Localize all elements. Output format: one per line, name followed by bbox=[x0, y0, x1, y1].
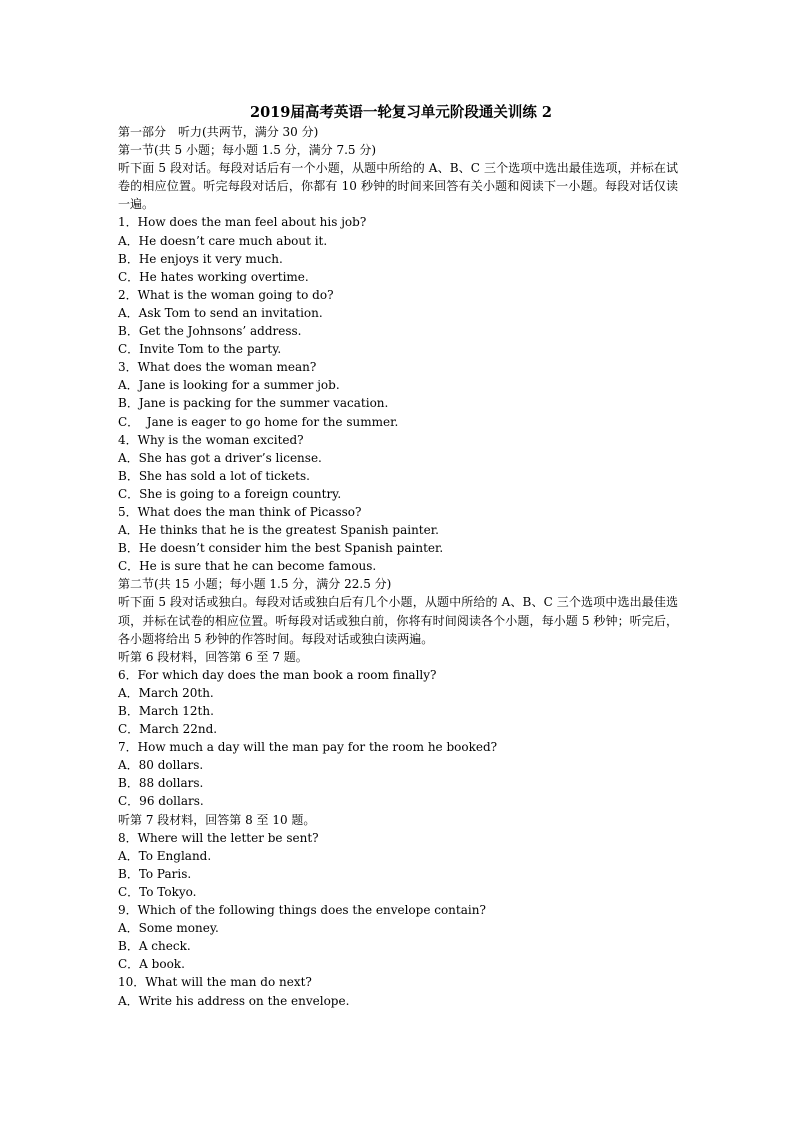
q4-option-c: C．She is going to a foreign country. bbox=[118, 486, 342, 501]
q8-option-c: C．To Tokyo. bbox=[118, 884, 197, 899]
question-8: 8．Where will the letter be sent? bbox=[118, 830, 319, 845]
part-heading-detail: 听力(共两节，满分 30 分) bbox=[178, 125, 319, 139]
question-9: 9．Which of the following things does the envelope contain? bbox=[118, 903, 486, 918]
passage-7-intro: 听第 7 段材料，回答第 8 至 10 题。 bbox=[118, 812, 316, 827]
q1-option-b: B．He enjoys it very much. bbox=[118, 251, 283, 266]
q6-option-b: B．March 12th. bbox=[118, 704, 214, 718]
q9-option-b: B．A check. bbox=[118, 939, 191, 954]
question-4: 4．Why is the woman excited? bbox=[118, 432, 304, 447]
q1-option-a: A．He doesn’t care much about it. bbox=[118, 233, 328, 248]
page-title: 2019届高考英语一轮复习单元阶段通关训练 2 bbox=[250, 104, 552, 121]
passage-6-intro: 听第 6 段材料，回答第 6 至 7 题。 bbox=[118, 649, 308, 664]
q9-option-c: C．A book. bbox=[118, 957, 185, 972]
document-page bbox=[118, 104, 678, 1010]
question-6: 6．For which day does the man book a room finally? bbox=[118, 667, 437, 682]
question-5: 5．What does the man think of Picasso? bbox=[118, 504, 362, 519]
q7-option-a: A．80 dollars. bbox=[118, 758, 204, 773]
section1-instructions: 听下面 5 段对话。每段对话后有一个小题，从题中所给的 A、B、C 三个选项中选出最佳选项，并标在试卷的相应位置。听完每段对话后，你都有 10 秒钟的时间来回答有关小题和阅读下一小题。每段对话仅读一遍。 bbox=[118, 161, 678, 212]
q3-option-a: A．Jane is looking for a summer job. bbox=[118, 378, 340, 393]
section2-instructions: 听下面 5 段对话或独白。每段对话或独白后有几个小题，从题中所给的 A、B、C 三个选项中选出最佳选项，并标在试卷的相应位置。听每段对话或独白前，你将有时间阅读各个小题，每小题 5 秒钟；听完后，各小题将给出 5 秒钟的作答时间。每段对话或独白读两遍。 bbox=[118, 595, 678, 646]
question-2: 2．What is the woman going to do? bbox=[118, 287, 334, 302]
q2-option-c: C．Invite Tom to the party. bbox=[118, 342, 282, 357]
q4-option-a: A．She has got a driver’s license. bbox=[118, 450, 322, 465]
q5-option-b: B．He doesn’t consider him the best Spanish painter. bbox=[118, 541, 444, 556]
section1-heading: 第一节(共 5 小题；每小题 1.5 分，满分 7.5 分) bbox=[118, 143, 377, 158]
q1-option-c: C．He hates working overtime. bbox=[118, 269, 309, 284]
question-7: 7．How much a day will the man pay for the room he booked? bbox=[118, 740, 498, 755]
q7-option-b: B．88 dollars. bbox=[118, 776, 204, 791]
q5-option-c: C．He is sure that he can become famous. bbox=[118, 559, 377, 574]
question-10: 10．What will the man do next? bbox=[118, 975, 312, 990]
q7-option-c: C．96 dollars. bbox=[118, 794, 204, 809]
q8-option-b: B．To Paris. bbox=[118, 866, 192, 881]
q4-option-b: B．She has sold a lot of tickets. bbox=[118, 468, 310, 483]
part-heading-label: 第一部分 bbox=[118, 125, 167, 139]
q9-option-a: A．Some money. bbox=[118, 921, 219, 936]
q6-option-a: A．March 20th. bbox=[118, 685, 214, 700]
q10-option-a: A．Write his address on the envelope. bbox=[118, 993, 350, 1008]
q3-option-c: C． Jane is eager to go home for the summer. bbox=[118, 414, 399, 429]
part-heading bbox=[118, 123, 678, 141]
q2-option-a: A．Ask Tom to send an invitation. bbox=[118, 305, 323, 320]
q6-option-c: C．March 22nd. bbox=[118, 722, 218, 737]
question-3: 3．What does the woman mean? bbox=[118, 360, 317, 375]
question-1: 1．How does the man feel about his job? bbox=[118, 215, 367, 230]
q3-option-b: B．Jane is packing for the summer vacation. bbox=[118, 396, 389, 411]
q2-option-b: B．Get the Johnsons’ address. bbox=[118, 324, 302, 339]
q8-option-a: A．To England. bbox=[118, 848, 212, 863]
q5-option-a: A．He thinks that he is the greatest Spanish painter. bbox=[118, 523, 439, 538]
section2-heading: 第二节(共 15 小题；每小题 1.5 分，满分 22.5 分) bbox=[118, 577, 392, 592]
